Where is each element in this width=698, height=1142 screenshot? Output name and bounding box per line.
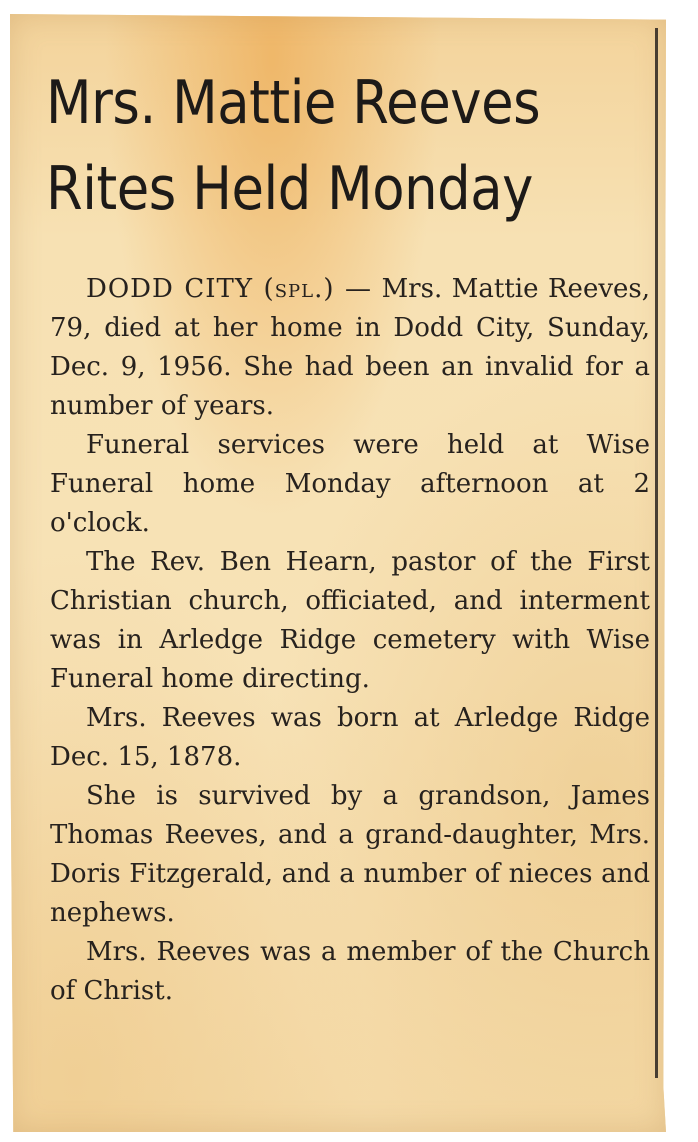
headline-line-1: Mrs. Mattie Reeves — [46, 68, 541, 138]
dateline: DODD CITY (spl.) — — [86, 274, 373, 304]
headline — [46, 60, 581, 232]
column-rule — [655, 28, 658, 1078]
paragraph-6: Mrs. Reeves was a member of the Church of Christ. — [50, 937, 650, 1006]
paragraph-1 — [50, 270, 650, 426]
paragraph-4: Mrs. Reeves was born at Arledge Ridge Dec. 15, 1878. — [50, 703, 650, 772]
paragraph-1-text: Mrs. Mattie Reeves, 79, died at her home in Dodd City, Sunday, Dec. 9, 1956. She had been an invalid for a number of years. — [50, 274, 651, 421]
paragraph-2: Funeral services were held at Wise Funeral home Monday afternoon at 2 o'clock. — [50, 430, 650, 538]
paragraph-3: The Rev. Ben Hearn, pastor of the First Christian church, officiated, and interment was in Arledge Ridge cemetery with Wise Funeral home directing. — [50, 547, 650, 694]
paragraph-5: She is survived by a grandson, James Thomas Reeves, and a grand-daughter, Mrs. Doris Fitzgerald, and a number of nieces and nephews. — [50, 781, 650, 928]
headline-line-2: Rites Held Monday — [46, 154, 533, 224]
article-body — [50, 270, 650, 1011]
